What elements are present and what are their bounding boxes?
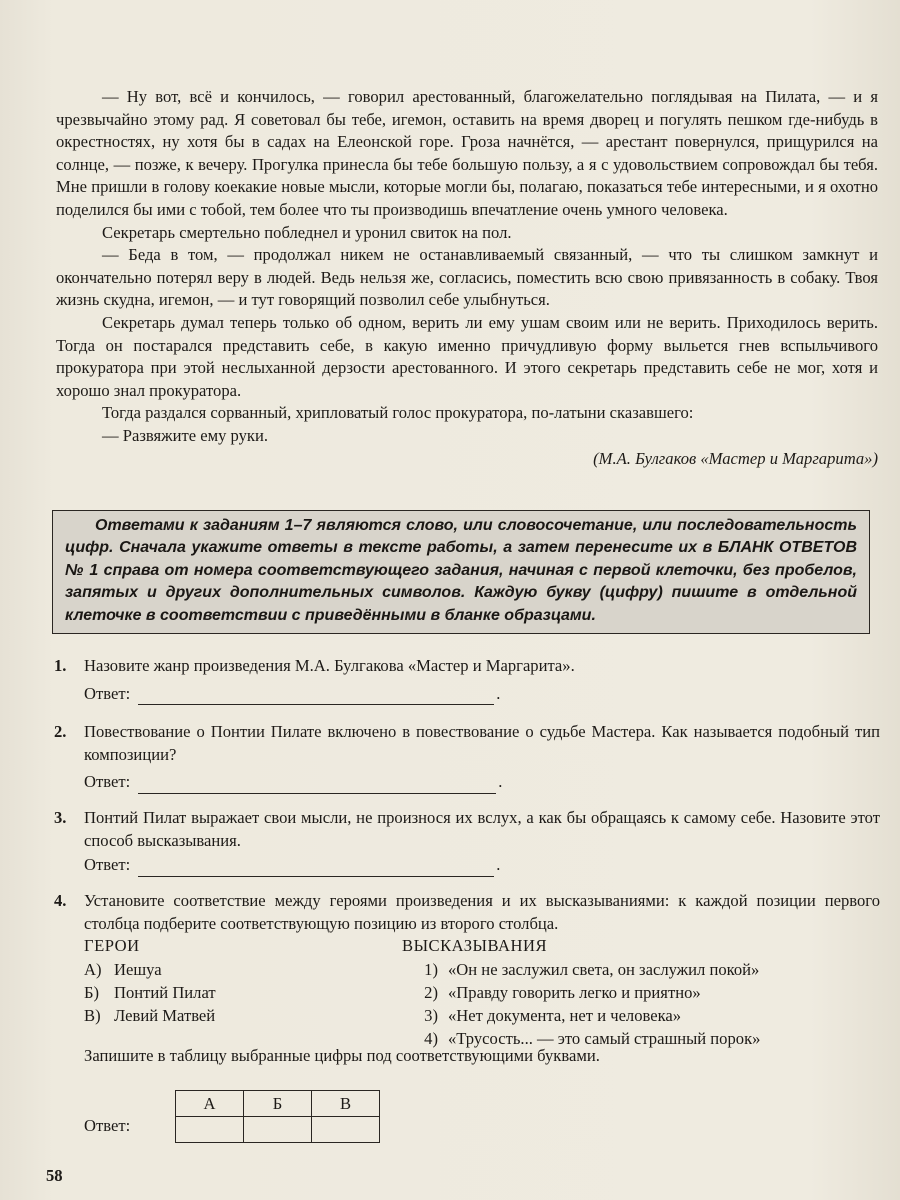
item-text: «Правду говорить легко и приятно» xyxy=(448,983,701,1002)
answer-field[interactable] xyxy=(138,777,496,794)
answer-table xyxy=(175,1090,380,1143)
task-text: Установите соответствие между героями произведения и их высказываниями: к каждой позиции первого столбца подберите соответствующую позицию из второго столбца. xyxy=(84,891,880,933)
list-item xyxy=(84,958,216,981)
item-text: Левий Матвей xyxy=(114,1006,216,1025)
item-text: Понтий Пилат xyxy=(114,983,216,1002)
task-number: 3. xyxy=(54,808,67,827)
task-text: Повествование о Понтии Пилате включено в повествование о судьбе Мастера. Как называется подобный тип композиции? xyxy=(84,722,880,764)
task-number: 1. xyxy=(54,656,67,675)
table-header-cell: Б xyxy=(244,1091,312,1117)
excerpt-paragraph-4: Секретарь думал теперь только об одном, верить ли ему ушам своим или не верить. Приходилось верить. Тогда он постарался представить себе, в какую именно причудливую форму выльется гнев вспыльчивого прокуратора при этой неслыханной дерзости арестованного. И этого секретарь представить себе не мог, хотя и хорошо знал прокуратора. xyxy=(56,312,878,400)
answer-field[interactable] xyxy=(138,688,494,705)
task-3 xyxy=(54,807,880,877)
task-text: Понтий Пилат выражает свои мысли, не произнося их вслух, а как бы обращаясь к самому себе. Назовите этот способ высказывания. xyxy=(84,808,880,850)
answer-cell[interactable] xyxy=(312,1117,380,1143)
item-text: «Нет документа, нет и человека» xyxy=(448,1006,682,1025)
answer-row: Ответ: . xyxy=(84,854,880,877)
instructions-box: Ответами к заданиям 1–7 являются слово, или словосочетание, или последовательность цифр. Сначала укажите ответы в тексте работы, а затем перенесите их в БЛАНК ОТВЕТОВ № 1 справа от номера соответствующего задания, начиная с первой клеточки, без пробелов, запятых и других дополнительных символов. Каждую букву (цифру) пишите в отдельной клеточке в соответствии с приведёнными в бланке образцами. xyxy=(52,510,870,634)
item-key: А) xyxy=(84,960,102,979)
table-header-row xyxy=(176,1091,380,1117)
table-header-cell: А xyxy=(176,1091,244,1117)
literary-excerpt xyxy=(56,86,878,470)
table-instruction: Запишите в таблицу выбранные цифры под соответствующими буквами. xyxy=(84,1046,600,1065)
table-row xyxy=(176,1117,380,1143)
task-4 xyxy=(54,890,880,935)
item-key: 1) xyxy=(424,960,438,979)
list-item xyxy=(402,981,760,1004)
answer-cell[interactable] xyxy=(176,1117,244,1143)
item-text: «Трусость... — это самый страшный порок» xyxy=(448,1029,761,1048)
item-text: «Он не заслужил света, он заслужил покой» xyxy=(448,960,760,979)
list-item xyxy=(402,1004,760,1027)
excerpt-paragraph-6: — Развяжите ему руки. xyxy=(102,425,269,445)
item-key: 2) xyxy=(424,983,438,1002)
item-key: Б) xyxy=(84,983,100,1002)
answer-label: Ответ: xyxy=(84,683,131,703)
answer-table-label: Ответ: xyxy=(84,1116,131,1135)
task-number: 2. xyxy=(54,722,67,741)
heroes-list xyxy=(84,958,216,1027)
list-item xyxy=(84,981,216,1004)
item-key: 4) xyxy=(424,1029,438,1048)
task-1 xyxy=(54,655,880,705)
list-item xyxy=(84,1004,216,1027)
excerpt-paragraph-2: Секретарь смертельно побледнел и уронил свиток на пол. xyxy=(102,222,512,242)
excerpt-paragraph-1: — Ну вот, всё и кончилось, — говорил арестованный, благожелательно поглядывая на Пилата, — и я чрезвычайно этому рад. Я советовал бы тебе, игемон, оставить на время дворец и погулять пешком где-нибудь в окрестностях, ну хотя бы в садах на Елеонской горе. Гроза начнётся, — арестант повернулся, прищурился на солнце, — позже, к вечеру. Прогулка принесла бы тебе большую пользу, а я с удовольствием сопровождал бы тебя. Мне пришли в голову коекакие новые мысли, которые могли бы, полагаю, показаться тебе интересными, и я охотно поделился бы ими с тобой, тем более что ты производишь впечатление очень умного человека. xyxy=(56,87,878,219)
answer-label: Ответ: xyxy=(84,855,131,875)
list-item xyxy=(402,958,760,981)
task-2 xyxy=(54,721,880,794)
page-number: 58 xyxy=(46,1166,63,1185)
answer-row: Ответ: . xyxy=(84,771,880,794)
task-number: 4. xyxy=(54,891,67,910)
item-key: В) xyxy=(84,1006,101,1025)
answer-field[interactable] xyxy=(138,860,494,877)
excerpt-attribution: (М.А. Булгаков «Мастер и Маргарита») xyxy=(593,448,878,468)
answer-label: Ответ: xyxy=(84,772,131,792)
answer-cell[interactable] xyxy=(244,1117,312,1143)
item-text: Иешуа xyxy=(114,960,162,979)
item-key: 3) xyxy=(424,1006,438,1025)
answer-row: Ответ: . xyxy=(84,683,880,706)
heroes-header: ГЕРОИ xyxy=(84,936,140,955)
excerpt-paragraph-5: Тогда раздался сорванный, хрипловатый голос прокуратора, по-латыни сказавшего: xyxy=(102,403,694,423)
excerpt-paragraph-3: — Беда в том, — продолжал никем не останавливаемый связанный, — что ты слишком замкнут и окончательно потерял веру в людей. Ведь нельзя же, согласись, поместить всю свою привязанность в собаку. Твоя жизнь скудна, игемон, — и тут говорящий позволил себе улыбнуться. xyxy=(56,245,878,310)
sayings-list xyxy=(402,958,760,1050)
table-header-cell: В xyxy=(312,1091,380,1117)
task-text: Назовите жанр произведения М.А. Булгакова «Мастер и Маргарита». xyxy=(84,656,575,675)
sayings-header: ВЫСКАЗЫВАНИЯ xyxy=(402,936,548,955)
